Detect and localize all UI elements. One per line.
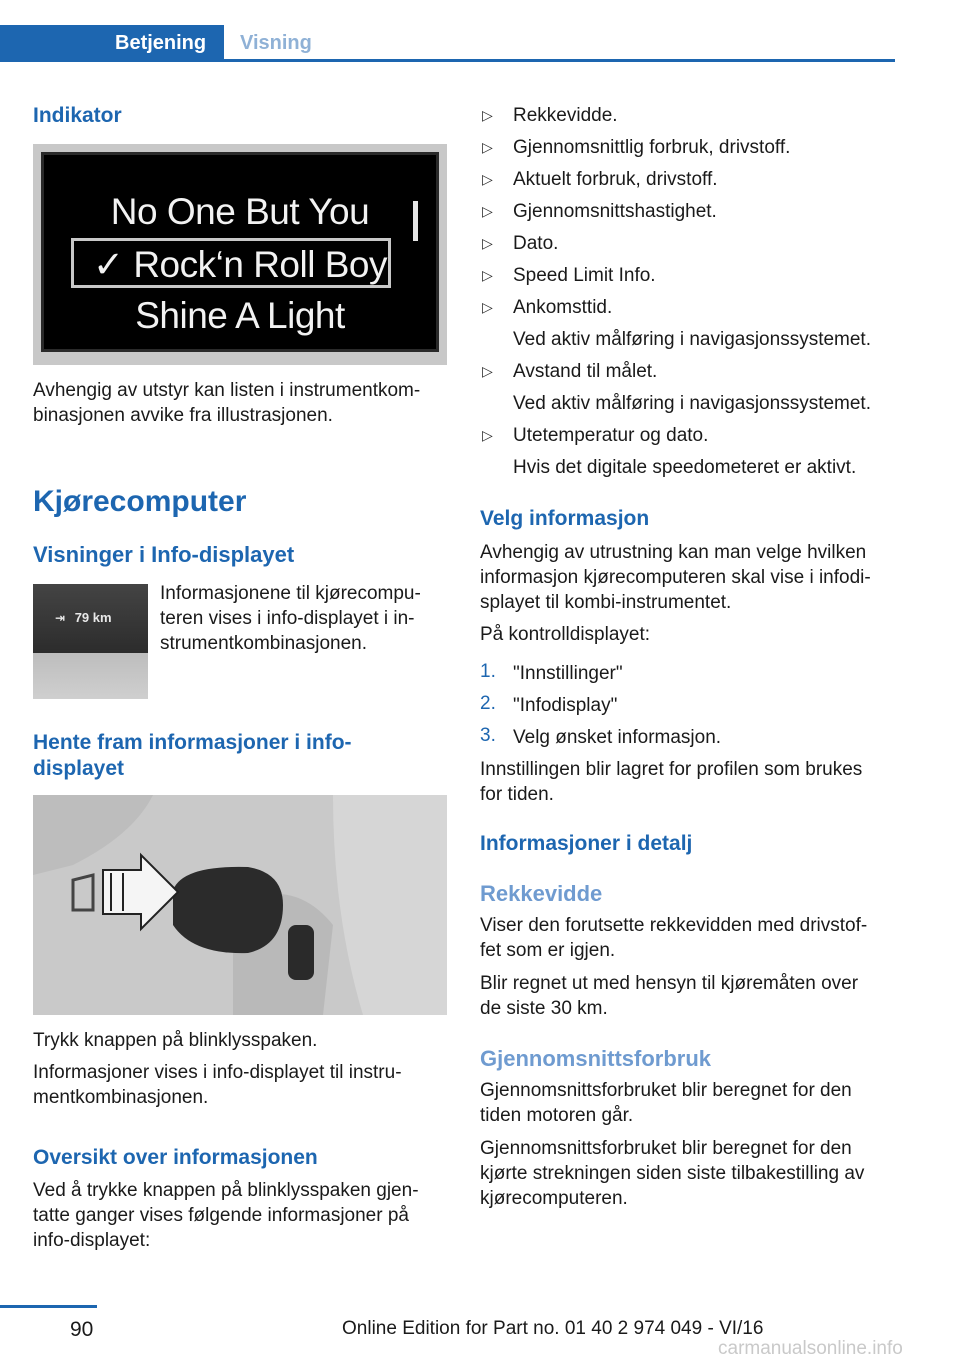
list-item bbox=[480, 359, 900, 423]
gjennomsnitt-paragraph-2 bbox=[480, 1136, 864, 1211]
list-item bbox=[480, 295, 900, 359]
edition-text: Online Edition for Part no. 01 40 2 974 049 - VI/16 bbox=[342, 1318, 764, 1339]
step-text: "Innstillinger" bbox=[513, 663, 623, 684]
text-line: Innstillingen blir lagret for profilen som brukes bbox=[480, 759, 863, 780]
triangle-bullet-icon: ▷ bbox=[482, 139, 493, 155]
playlist-item: Shine A Light bbox=[135, 295, 345, 336]
fuel-range-icon: ⇥ bbox=[55, 611, 66, 625]
step-item bbox=[480, 725, 900, 757]
text-line: binasjonen avvike fra illustrasjonen. bbox=[33, 405, 333, 426]
oversikt-paragraph bbox=[33, 1178, 419, 1253]
text-line: Gjennomsnittsforbruket blir beregnet for den bbox=[480, 1080, 852, 1101]
watermark: carmanualsonline.info bbox=[718, 1338, 903, 1359]
list-item-text: Gjennomsnittshastighet. bbox=[513, 201, 717, 222]
triangle-bullet-icon: ▷ bbox=[482, 299, 493, 315]
triangle-bullet-icon: ▷ bbox=[482, 171, 493, 187]
velg-paragraph bbox=[480, 540, 871, 615]
list-item-text: Aktuelt forbruk, drivstoff. bbox=[513, 169, 718, 190]
heading-gjennomsnittsforbruk: Gjennomsnittsforbruk bbox=[480, 1046, 712, 1071]
list-item-text: Avstand til målet. bbox=[513, 361, 658, 382]
triangle-bullet-icon: ▷ bbox=[482, 235, 493, 251]
text-line: teren vises i info-displayet i in‐ bbox=[160, 608, 415, 629]
text-line: kjørte strekningen siden siste tilbakestilling av bbox=[480, 1163, 865, 1184]
playlist-item-selected: ✓ Rock‘n Roll Boy bbox=[93, 244, 387, 285]
triangle-bullet-icon: ▷ bbox=[482, 267, 493, 283]
list-item-text: Speed Limit Info. bbox=[513, 265, 656, 286]
list-item-text: Ankomsttid. bbox=[513, 297, 613, 318]
text-line: Viser den forutsette rekkevidden med drivstof‐ bbox=[480, 915, 868, 936]
heading-indikator: Indikator bbox=[33, 104, 122, 127]
heading-line: Hente fram informasjoner i info- bbox=[33, 731, 352, 754]
heading-oversikt: Oversikt over informasjonen bbox=[33, 1146, 318, 1169]
playlist-illustration bbox=[33, 144, 447, 365]
list-item-text: Rekkevidde. bbox=[513, 105, 618, 126]
tab-betjening[interactable]: Betjening bbox=[0, 25, 224, 62]
text-line: kjørecomputeren. bbox=[480, 1188, 628, 1209]
visninger-paragraph bbox=[160, 581, 421, 656]
playlist-screen bbox=[41, 152, 439, 352]
step-item bbox=[480, 693, 900, 725]
text-line: for tiden. bbox=[480, 784, 554, 805]
list-item bbox=[480, 167, 900, 199]
text-line: info-displayet: bbox=[33, 1230, 151, 1251]
step-number: 2. bbox=[480, 693, 496, 714]
gjennomsnitt-paragraph bbox=[480, 1078, 852, 1128]
text-line: strumentkombinasjonen. bbox=[160, 633, 367, 654]
step-text: "Infodisplay" bbox=[513, 695, 618, 716]
text-line: Gjennomsnittsforbruket blir beregnet for den bbox=[480, 1138, 852, 1159]
text-line: Avhengig av utstyr kan listen i instrumentkom‐ bbox=[33, 380, 421, 401]
indikator-paragraph bbox=[33, 378, 420, 428]
list-item-text: Gjennomsnittlig forbruk, drivstoff. bbox=[513, 137, 791, 158]
text-line: tatte ganger vises følgende informasjoner på bbox=[33, 1205, 409, 1226]
heading-visninger: Visninger i Info-displayet bbox=[33, 542, 295, 567]
text-line: informasjon kjørecomputeren skal vise i infodi‐ bbox=[480, 567, 871, 588]
triangle-bullet-icon: ▷ bbox=[482, 427, 493, 443]
triangle-bullet-icon: ▷ bbox=[482, 203, 493, 219]
text-line: de siste 30 km. bbox=[480, 998, 608, 1019]
info-list bbox=[480, 103, 900, 487]
text-line: fet som er igjen. bbox=[480, 940, 616, 961]
chapter-tabbar bbox=[0, 25, 895, 62]
rekkevidde-paragraph-2 bbox=[480, 971, 858, 1021]
turn-signal-stalk-illustration bbox=[33, 795, 447, 1015]
text-line: Informasjoner vises i info-displayet til instru‐ bbox=[33, 1062, 402, 1083]
list-item bbox=[480, 103, 900, 135]
step-number: 3. bbox=[480, 725, 496, 746]
triangle-bullet-icon: ▷ bbox=[482, 107, 493, 123]
footer-rule bbox=[0, 1305, 97, 1308]
list-item bbox=[480, 263, 900, 295]
rekkevidde-paragraph bbox=[480, 913, 867, 963]
text-line: Informasjonene til kjørecompu‐ bbox=[160, 583, 421, 604]
list-item-subtext: Ved aktiv målføring i navigasjonssystemet. bbox=[513, 329, 871, 350]
range-value: 79 km bbox=[74, 610, 112, 625]
list-item-text: Utetemperatur og dato. bbox=[513, 425, 709, 446]
step-text: Velg ønsket informasjon. bbox=[513, 727, 722, 748]
list-item-subtext: Ved aktiv målføring i navigasjonssystemet. bbox=[513, 393, 871, 414]
heading-kjorecomputer: Kjørecomputer bbox=[33, 485, 247, 518]
heading-informasjoner-i-detalj: Informasjoner i detalj bbox=[480, 832, 693, 855]
heading-hente-fram bbox=[33, 730, 352, 782]
trykk-paragraph: Trykk knappen på blinklysspaken. bbox=[33, 1030, 318, 1051]
scrollbar-indicator bbox=[413, 201, 418, 241]
list-item bbox=[480, 231, 900, 263]
triangle-bullet-icon: ▷ bbox=[482, 363, 493, 379]
text-line: Avhengig av utrustning kan man velge hvilken bbox=[480, 542, 867, 563]
list-item bbox=[480, 199, 900, 231]
list-item bbox=[480, 135, 900, 167]
playlist-item: No One But You bbox=[110, 191, 370, 232]
kontroll-paragraph: På kontrolldisplayet: bbox=[480, 624, 651, 645]
steps-list bbox=[480, 661, 900, 757]
info-paragraph bbox=[33, 1060, 402, 1110]
heading-velg-informasjon: Velg informasjon bbox=[480, 507, 650, 530]
innstillingen-paragraph bbox=[480, 757, 862, 807]
text-line: splayet til kombi-instrumentet. bbox=[480, 592, 732, 613]
text-line: Ved å trykke knappen på blinklysspaken gjen‐ bbox=[33, 1180, 419, 1201]
page-number: 90 bbox=[70, 1318, 94, 1341]
text-line: tiden motoren går. bbox=[480, 1105, 634, 1126]
step-number: 1. bbox=[480, 661, 496, 682]
info-display-illustration bbox=[33, 584, 148, 699]
list-item-text: Dato. bbox=[513, 233, 559, 254]
step-item bbox=[480, 661, 900, 693]
text-line: mentkombinasjonen. bbox=[33, 1087, 209, 1108]
list-item-subtext: Hvis det digitale speedometeret er aktivt. bbox=[513, 457, 857, 478]
text-line: Blir regnet ut med hensyn til kjøremåten over bbox=[480, 973, 859, 994]
heading-rekkevidde: Rekkevidde bbox=[480, 881, 603, 906]
list-item bbox=[480, 423, 900, 487]
heading-line: displayet bbox=[33, 757, 125, 780]
info-display-readout bbox=[55, 610, 112, 625]
tab-visning[interactable]: Visning bbox=[240, 32, 312, 54]
stalk-drawing bbox=[33, 795, 447, 1015]
